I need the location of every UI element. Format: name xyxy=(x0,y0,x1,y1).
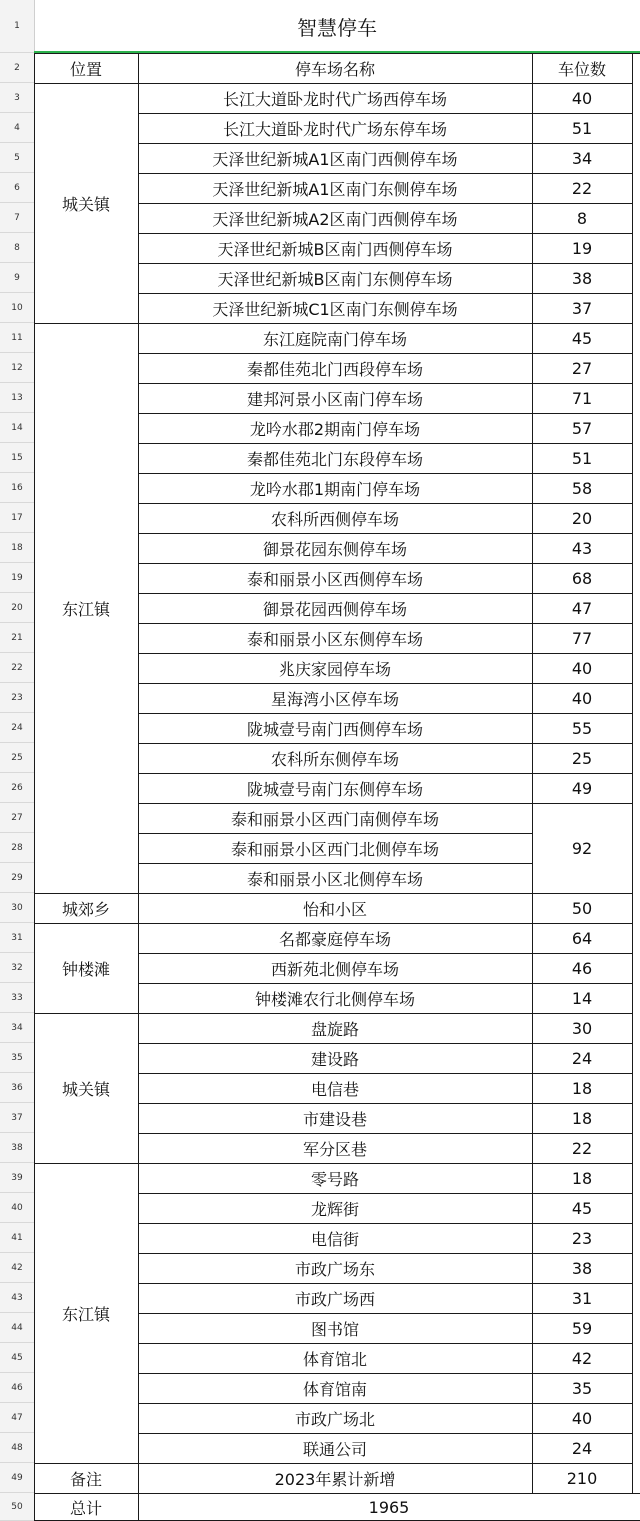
total-value[interactable]: 1965 xyxy=(368,1497,410,1517)
row-number[interactable]: 31 xyxy=(0,923,34,953)
row-number[interactable]: 9 xyxy=(0,263,34,293)
spaces-cell[interactable]: 43 xyxy=(571,538,593,558)
location-cell[interactable]: 城关镇 xyxy=(61,194,110,214)
spaces-cell[interactable]: 22 xyxy=(571,178,593,198)
lot-name-cell[interactable]: 天泽世纪新城C1区南门东侧停车场 xyxy=(212,299,458,319)
row-number[interactable]: 35 xyxy=(0,1043,34,1073)
spaces-cell[interactable]: 64 xyxy=(571,928,593,948)
spaces-cell[interactable]: 38 xyxy=(571,268,593,288)
col-line-1 xyxy=(138,53,139,1521)
lot-name-cell[interactable]: 泰和丽景小区西侧停车场 xyxy=(246,569,423,589)
spaces-cell[interactable]: 27 xyxy=(571,358,593,378)
lot-name-cell[interactable]: 市政广场北 xyxy=(294,1409,375,1429)
spaces-cell[interactable]: 42 xyxy=(571,1348,593,1368)
spaces-cell[interactable]: 40 xyxy=(571,688,593,708)
row-number[interactable]: 36 xyxy=(0,1073,34,1103)
lot-name-cell[interactable]: 农科所西侧停车场 xyxy=(270,509,399,529)
spaces-cell[interactable]: 24 xyxy=(571,1438,593,1458)
row-number[interactable]: 30 xyxy=(0,893,34,923)
row-number[interactable]: 48 xyxy=(0,1433,34,1463)
spaces-cell[interactable]: 18 xyxy=(571,1078,593,1098)
spaces-cell[interactable]: 14 xyxy=(571,988,593,1008)
row-number[interactable]: 10 xyxy=(0,293,34,323)
row-number[interactable]: 19 xyxy=(0,563,34,593)
row-number[interactable]: 41 xyxy=(0,1223,34,1253)
spaces-cell[interactable]: 51 xyxy=(571,448,593,468)
spaces-cell[interactable]: 23 xyxy=(571,1228,593,1248)
lot-name-cell[interactable]: 兆庆家园停车场 xyxy=(278,659,391,679)
row-number[interactable]: 11 xyxy=(0,323,34,353)
spaces-cell[interactable]: 18 xyxy=(571,1168,593,1188)
lot-name-cell[interactable]: 东江庭院南门停车场 xyxy=(262,329,407,349)
row-number[interactable]: 22 xyxy=(0,653,34,683)
row-number[interactable]: 50 xyxy=(0,1493,34,1521)
row-number[interactable]: 20 xyxy=(0,593,34,623)
row-number[interactable]: 3 xyxy=(0,83,34,113)
row-number[interactable]: 7 xyxy=(0,203,34,233)
row-number[interactable]: 43 xyxy=(0,1283,34,1313)
lot-name-cell[interactable]: 市政广场东 xyxy=(294,1259,375,1279)
lot-name-cell[interactable]: 盘旋路 xyxy=(310,1019,359,1039)
lot-name-cell[interactable]: 泰和丽景小区西门北侧停车场 xyxy=(230,839,439,859)
row-number[interactable]: 37 xyxy=(0,1103,34,1133)
row-number[interactable]: 44 xyxy=(0,1313,34,1343)
row-number[interactable]: 2 xyxy=(0,53,34,83)
lot-name-cell[interactable]: 天泽世纪新城A1区南门东侧停车场 xyxy=(212,179,458,199)
lot-name-cell[interactable]: 星海湾小区停车场 xyxy=(270,689,399,709)
spaces-cell[interactable]: 25 xyxy=(571,748,593,768)
spaces-cell[interactable]: 18 xyxy=(571,1108,593,1128)
row-number-column xyxy=(0,0,35,1521)
spaces-cell[interactable]: 31 xyxy=(571,1288,593,1308)
row-number[interactable]: 12 xyxy=(0,353,34,383)
row-number[interactable]: 29 xyxy=(0,863,34,893)
row-number[interactable]: 14 xyxy=(0,413,34,443)
lot-name-cell[interactable]: 龙辉街 xyxy=(310,1199,359,1219)
spaces-cell[interactable]: 35 xyxy=(571,1378,593,1398)
lot-name-cell[interactable]: 市建设巷 xyxy=(302,1109,367,1129)
row-number[interactable]: 25 xyxy=(0,743,34,773)
spaces-cell[interactable]: 47 xyxy=(571,598,593,618)
row-number[interactable]: 47 xyxy=(0,1403,34,1433)
row-number[interactable]: 16 xyxy=(0,473,34,503)
row-number[interactable]: 39 xyxy=(0,1163,34,1193)
lot-name-cell[interactable]: 天泽世纪新城A2区南门西侧停车场 xyxy=(212,209,458,229)
row-number[interactable]: 6 xyxy=(0,173,34,203)
header-lot-name[interactable]: 停车场名称 xyxy=(294,59,375,79)
location-cell[interactable]: 城关镇 xyxy=(61,1079,110,1099)
spaces-cell[interactable]: 59 xyxy=(571,1318,593,1338)
row-number[interactable]: 21 xyxy=(0,623,34,653)
row-number[interactable]: 26 xyxy=(0,773,34,803)
lot-name-cell[interactable]: 泰和丽景小区北侧停车场 xyxy=(246,869,423,889)
sheet-title[interactable]: 智慧停车 xyxy=(297,16,377,40)
lot-name-cell[interactable]: 秦都佳苑北门东段停车场 xyxy=(246,449,423,469)
lot-name-cell[interactable]: 图书馆 xyxy=(310,1319,359,1339)
lot-name-cell[interactable]: 体育馆北 xyxy=(302,1349,367,1369)
note-value[interactable]: 210 xyxy=(566,1468,598,1488)
header-top-line xyxy=(34,53,640,54)
spaces-cell[interactable]: 46 xyxy=(571,958,593,978)
spaces-cell[interactable]: 34 xyxy=(571,148,593,168)
row-number[interactable]: 1 xyxy=(0,0,34,53)
spaces-cell[interactable]: 37 xyxy=(571,298,593,318)
lot-name-cell[interactable]: 电信街 xyxy=(310,1229,359,1249)
col-line-2 xyxy=(532,53,533,1493)
col-line-3 xyxy=(632,53,633,1493)
row-number[interactable]: 34 xyxy=(0,1013,34,1043)
spaces-cell[interactable]: 45 xyxy=(571,328,593,348)
spaces-cell[interactable]: 49 xyxy=(571,778,593,798)
lot-name-cell[interactable]: 名都豪庭停车场 xyxy=(278,929,391,949)
row-number[interactable]: 18 xyxy=(0,533,34,563)
row-number[interactable]: 45 xyxy=(0,1343,34,1373)
spaces-cell[interactable]: 38 xyxy=(571,1258,593,1278)
lot-name-cell[interactable]: 天泽世纪新城B区南门西侧停车场 xyxy=(217,239,453,259)
total-label[interactable]: 总计 xyxy=(69,1498,102,1518)
note-text[interactable]: 2023年累计新增 xyxy=(274,1469,396,1489)
lot-name-cell[interactable]: 陇城壹号南门东侧停车场 xyxy=(246,779,423,799)
spaces-cell[interactable]: 92 xyxy=(571,838,593,858)
lot-name-cell[interactable]: 建设路 xyxy=(310,1049,359,1069)
header-bottom-line xyxy=(34,83,632,84)
spaces-cell[interactable]: 20 xyxy=(571,508,593,528)
row-number[interactable]: 24 xyxy=(0,713,34,743)
lot-name-cell[interactable]: 市政广场西 xyxy=(294,1289,375,1309)
lot-name-cell[interactable]: 御景花园东侧停车场 xyxy=(262,539,407,559)
spaces-cell[interactable]: 22 xyxy=(571,1138,593,1158)
total-top-line xyxy=(34,1493,640,1494)
spaces-cell[interactable]: 45 xyxy=(571,1198,593,1218)
spaces-cell[interactable]: 24 xyxy=(571,1048,593,1068)
spaces-cell[interactable]: 57 xyxy=(571,418,593,438)
spaces-cell[interactable]: 68 xyxy=(571,568,593,588)
spaces-cell[interactable]: 50 xyxy=(571,898,593,918)
lot-name-cell[interactable]: 怡和小区 xyxy=(302,899,367,919)
row-number[interactable]: 17 xyxy=(0,503,34,533)
row-number[interactable]: 13 xyxy=(0,383,34,413)
lot-name-cell[interactable]: 龙吟水郡2期南门停车场 xyxy=(249,419,421,439)
spaces-cell[interactable]: 19 xyxy=(571,238,593,258)
lot-name-cell[interactable]: 钟楼滩农行北侧停车场 xyxy=(254,989,415,1009)
spaces-cell[interactable]: 40 xyxy=(571,658,593,678)
lot-name-cell[interactable]: 天泽世纪新城A1区南门西侧停车场 xyxy=(212,149,458,169)
row-number[interactable]: 42 xyxy=(0,1253,34,1283)
row-number[interactable]: 28 xyxy=(0,833,34,863)
row-number[interactable]: 15 xyxy=(0,443,34,473)
header-spaces[interactable]: 车位数 xyxy=(557,59,606,79)
lot-name-cell[interactable]: 御景花园西侧停车场 xyxy=(262,599,407,619)
spaces-cell[interactable]: 51 xyxy=(571,118,593,138)
row-number[interactable]: 23 xyxy=(0,683,34,713)
spaces-cell[interactable]: 71 xyxy=(571,388,593,408)
lot-name-cell[interactable]: 军分区巷 xyxy=(302,1139,367,1159)
lot-name-cell[interactable]: 零号路 xyxy=(310,1169,359,1189)
spaces-cell[interactable]: 40 xyxy=(571,88,593,108)
row-number[interactable]: 33 xyxy=(0,983,34,1013)
row-number[interactable]: 49 xyxy=(0,1463,34,1493)
spaces-cell[interactable]: 77 xyxy=(571,628,593,648)
lot-name-cell[interactable]: 体育馆南 xyxy=(302,1379,367,1399)
spaces-cell[interactable]: 8 xyxy=(576,208,588,228)
spaces-cell[interactable]: 55 xyxy=(571,718,593,738)
spaces-cell[interactable]: 40 xyxy=(571,1408,593,1428)
location-cell[interactable]: 东江镇 xyxy=(61,1304,110,1324)
lot-name-cell[interactable]: 联通公司 xyxy=(302,1439,367,1459)
location-cell[interactable]: 钟楼滩 xyxy=(61,959,110,979)
row-number[interactable]: 8 xyxy=(0,233,34,263)
row-number[interactable]: 38 xyxy=(0,1133,34,1163)
lot-name-cell[interactable]: 陇城壹号南门西侧停车场 xyxy=(246,719,423,739)
row-number[interactable]: 5 xyxy=(0,143,34,173)
header-location[interactable]: 位置 xyxy=(69,59,102,79)
row-number[interactable]: 46 xyxy=(0,1373,34,1403)
lot-name-cell[interactable]: 建邦河景小区南门停车场 xyxy=(246,389,423,409)
lot-name-cell[interactable]: 电信巷 xyxy=(310,1079,359,1099)
lot-name-cell[interactable]: 长江大道卧龙时代广场东停车场 xyxy=(222,119,447,139)
lot-name-cell[interactable]: 泰和丽景小区西门南侧停车场 xyxy=(230,809,439,829)
note-label[interactable]: 备注 xyxy=(69,1469,102,1489)
lot-name-cell[interactable]: 泰和丽景小区东侧停车场 xyxy=(246,629,423,649)
row-number[interactable]: 32 xyxy=(0,953,34,983)
col-line-left xyxy=(34,53,35,1521)
location-cell[interactable]: 城郊乡 xyxy=(61,899,110,919)
location-cell[interactable]: 东江镇 xyxy=(61,599,110,619)
lot-name-cell[interactable]: 龙吟水郡1期南门停车场 xyxy=(249,479,421,499)
spaces-cell[interactable]: 58 xyxy=(571,478,593,498)
lot-name-cell[interactable]: 长江大道卧龙时代广场西停车场 xyxy=(222,89,447,109)
lot-name-cell[interactable]: 秦都佳苑北门西段停车场 xyxy=(246,359,423,379)
row-number[interactable]: 4 xyxy=(0,113,34,143)
spaces-cell[interactable]: 30 xyxy=(571,1018,593,1038)
lot-name-cell[interactable]: 天泽世纪新城B区南门东侧停车场 xyxy=(217,269,453,289)
lot-name-cell[interactable]: 西新苑北侧停车场 xyxy=(270,959,399,979)
lot-name-cell[interactable]: 农科所东侧停车场 xyxy=(270,749,399,769)
row-number[interactable]: 27 xyxy=(0,803,34,833)
row-number[interactable]: 40 xyxy=(0,1193,34,1223)
